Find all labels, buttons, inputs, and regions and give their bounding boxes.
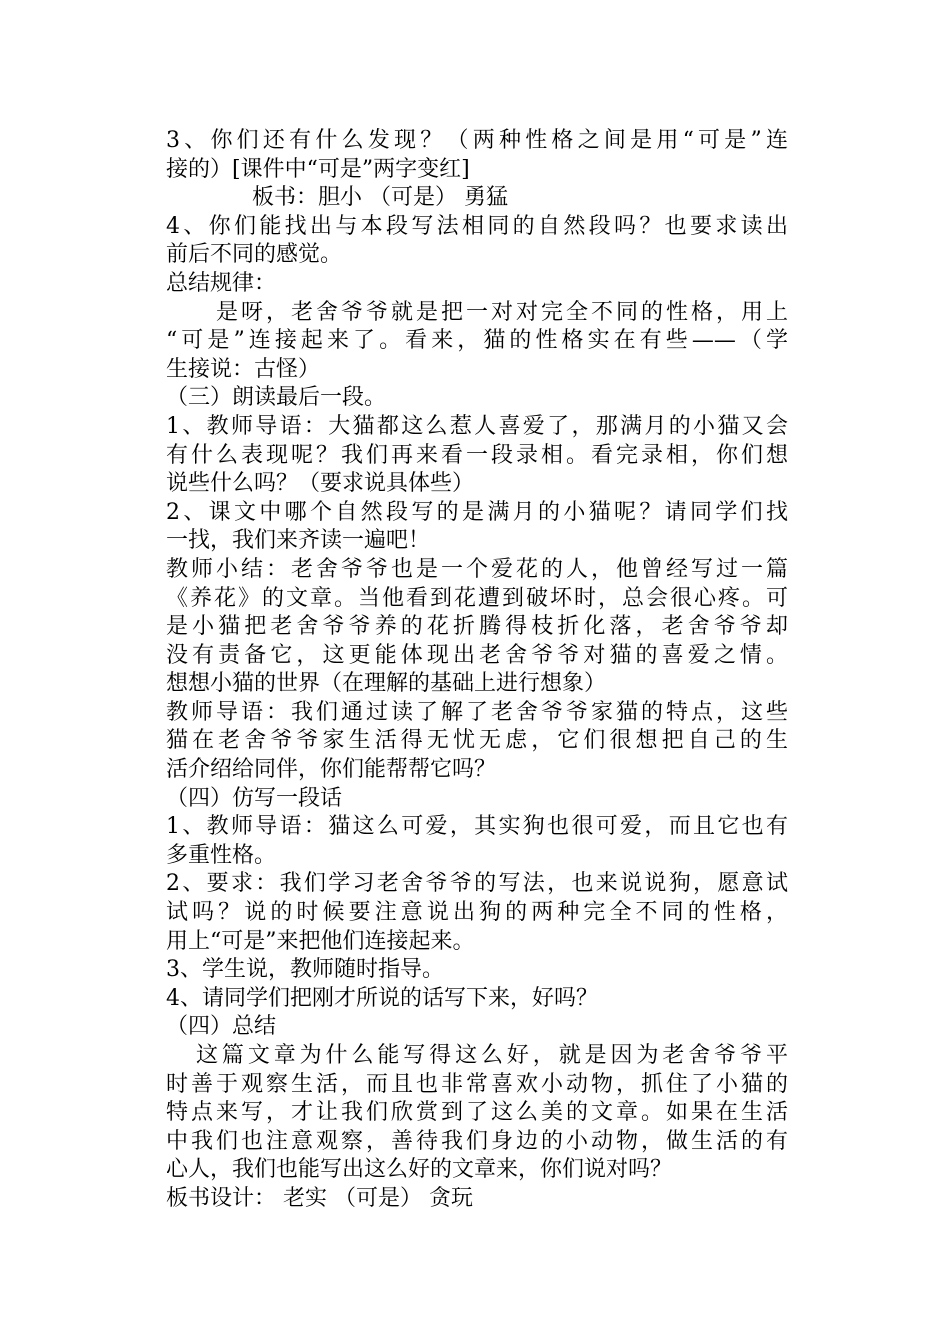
text-line: 用上“可是”来把他们连接起来。 [166,928,475,954]
text-line: 多重性格。 [166,842,277,868]
text-line: 有什么表现呢？我们再来看一段录相。看完录相，你们想 [166,442,788,468]
text-line: 前后不同的感觉。 [166,242,343,268]
text-line: 《养花》的文章。当他看到花遭到破坏时，总会很心疼。可 [166,585,788,611]
text-line: 板书：胆小 （可是） 勇猛 [252,185,508,211]
text-line: 3、你们还有什么发现？（两种性格之间是用“可是”连 [166,128,788,153]
text-line: 中我们也注意观察，善待我们身边的小动物，做生活的有 [166,1128,788,1154]
text-line: 没有责备它，这更能体现出老舍爷爷对猫的喜爱之情。 [166,642,788,668]
text-line: 4、请同学们把刚才所说的话写下来，好吗？ [166,985,598,1011]
text-line: （三）朗读最后一段。 [166,385,387,411]
text-line: 是小猫把老舍爷爷养的花折腾得枝折化落，老舍爷爷却 [166,614,788,640]
text-line: 接的）[课件中“可是”两字变红] [166,156,470,182]
text-line: 板书设计： 老实 （可是） 贪玩 [166,1185,473,1211]
text-line: 总结规律： [166,270,277,296]
document-body [166,127,788,1214]
text-line: 1、教师导语：大猫都这么惹人喜爱了，那满月的小猫又会 [166,413,788,439]
text-line: 猫在老舍爷爷家生活得无忧无虑，它们很想把自己的生 [166,728,788,754]
text-line: 试吗？说的时候要注意说出狗的两种完全不同的性格， [166,900,788,926]
text-line: 活介绍给同伴，你们能帮帮它吗？ [166,757,497,783]
text-line: 生接说：古怪） [166,356,321,382]
text-line: “可是”连接起来了。看来，猫的性格实在有些——（学 [166,328,788,354]
text-line: 说些什么吗？（要求说具体些） [166,471,475,497]
text-line: 时善于观察生活，而且也非常喜欢小动物，抓住了小猫的 [166,1071,788,1097]
text-line: （四）仿写一段话 [166,785,343,811]
text-line: 3、学生说，教师随时指导。 [166,957,444,983]
text-line: 这篇文章为什么能写得这么好，就是因为老舍爷爷平 [196,1043,788,1068]
text-line: 教师小结：老舍爷爷也是一个爱花的人，他曾经写过一篇 [166,556,788,582]
text-line: 特点来写，才让我们欣赏到了这么美的文章。如果在生活 [166,1100,788,1126]
text-line: 4、你们能找出与本段写法相同的自然段吗？也要求读出 [166,213,788,239]
text-line: 2、课文中哪个自然段写的是满月的小猫呢？请同学们找 [166,499,788,525]
text-line: （四）总结 [166,1014,277,1040]
text-line: 一找，我们来齐读一遍吧！ [166,528,431,554]
text-line: 想想小猫的世界（在理解的基础上进行想象） [166,671,607,697]
text-line: 心人，我们也能写出这么好的文章来，你们说对吗？ [166,1157,673,1183]
text-line: 2、要求：我们学习老舍爷爷的写法，也来说说狗，愿意试 [166,871,788,897]
text-line: 1、教师导语：猫这么可爱，其实狗也很可爱，而且它也有 [166,814,788,840]
text-line: 是呀，老舍爷爷就是把一对对完全不同的性格，用上 [216,299,788,325]
text-line: 教师导语：我们通过读了解了老舍爷爷家猫的特点，这些 [166,699,788,725]
